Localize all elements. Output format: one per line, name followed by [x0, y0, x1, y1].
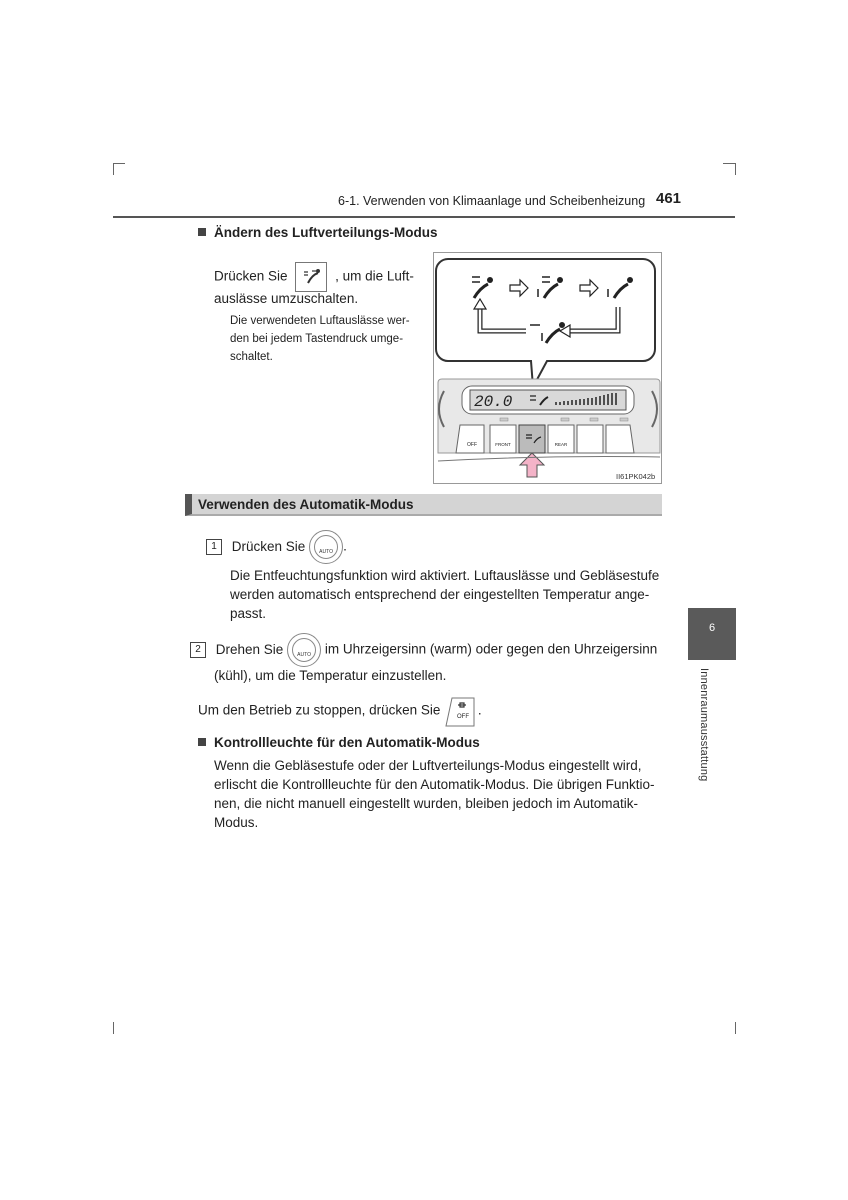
indicator-heading: Kontrollleuchte für den Automatik-Modus: [198, 735, 480, 750]
off-button-icon: [444, 696, 474, 726]
crop-mark: [113, 163, 114, 175]
rear-button-label: REAR: [554, 442, 568, 447]
climate-panel-figure: [433, 252, 662, 484]
chapter-label: Innenraumausstattung: [698, 668, 710, 782]
bullet-square: [198, 228, 206, 236]
step-2-line2: (kühl), um die Temperatur einzustellen.: [214, 668, 447, 683]
airflow-mode-button-icon: [295, 262, 327, 292]
svg-text:OFF: OFF: [457, 714, 470, 720]
airflow-note: Die verwendeten Luftauslässe wer- den bei jedem Tastendruck umge- schaltet.: [230, 315, 410, 363]
crop-mark: [113, 1022, 114, 1034]
figure-caption: II61PK042b: [616, 472, 656, 481]
crop-mark: [723, 163, 735, 164]
step-number: 2: [190, 642, 206, 658]
step-1: 1 Drücken Sie AUTO .: [206, 530, 347, 564]
step-2: 2 Drehen Sie AUTO im Uhrzeigersinn (warm) oder gegen den Uhrzeigersinn: [190, 633, 657, 667]
airflow-instruction: Drücken Sie , um die Luft-: [214, 262, 414, 292]
crop-mark: [735, 1022, 736, 1034]
display-temp: 20.0: [474, 393, 513, 411]
off-button-label: OFF: [467, 442, 477, 448]
auto-mode-heading: Verwenden des Automatik-Modus: [185, 494, 662, 516]
step-1-description: Die Entfeuchtungsfunktion wird aktiviert. Luftauslässe und Gebläsestufe werden automatisch entsprechend der eingestellten Temperatur ange- passt.: [230, 568, 660, 621]
temperature-knob-icon: AUTO: [287, 633, 321, 667]
auto-knob-icon: AUTO: [309, 530, 343, 564]
airflow-heading: Ändern des Luftverteilungs-Modus: [198, 225, 438, 240]
header-rule: [113, 216, 735, 218]
step-number: 1: [206, 539, 222, 555]
bullet-square: [198, 738, 206, 746]
indicator-body: Wenn die Gebläsestufe oder der Luftverteilungs-Modus eingestellt wird, erlischt die Kontrollleuchte für den Automatik-Modus. Die übrigen Funktio- nen, die nicht manuell eingestellt wurden, bleiben jedoch im Automatik- Modus.: [214, 758, 655, 830]
stop-instruction: Um den Betrieb zu stoppen, drücken Sie OFF .: [198, 696, 482, 726]
crop-mark: [735, 163, 736, 175]
chapter-tab: 6: [688, 608, 736, 660]
page-number: 461: [656, 190, 682, 207]
front-button-label: FRONT: [495, 442, 511, 447]
crop-mark: [113, 163, 125, 164]
section-title: 6-1. Verwenden von Klimaanlage und Scheibenheizung: [338, 194, 646, 208]
airflow-instruction-line2: auslässe umzuschalten.: [214, 291, 359, 306]
